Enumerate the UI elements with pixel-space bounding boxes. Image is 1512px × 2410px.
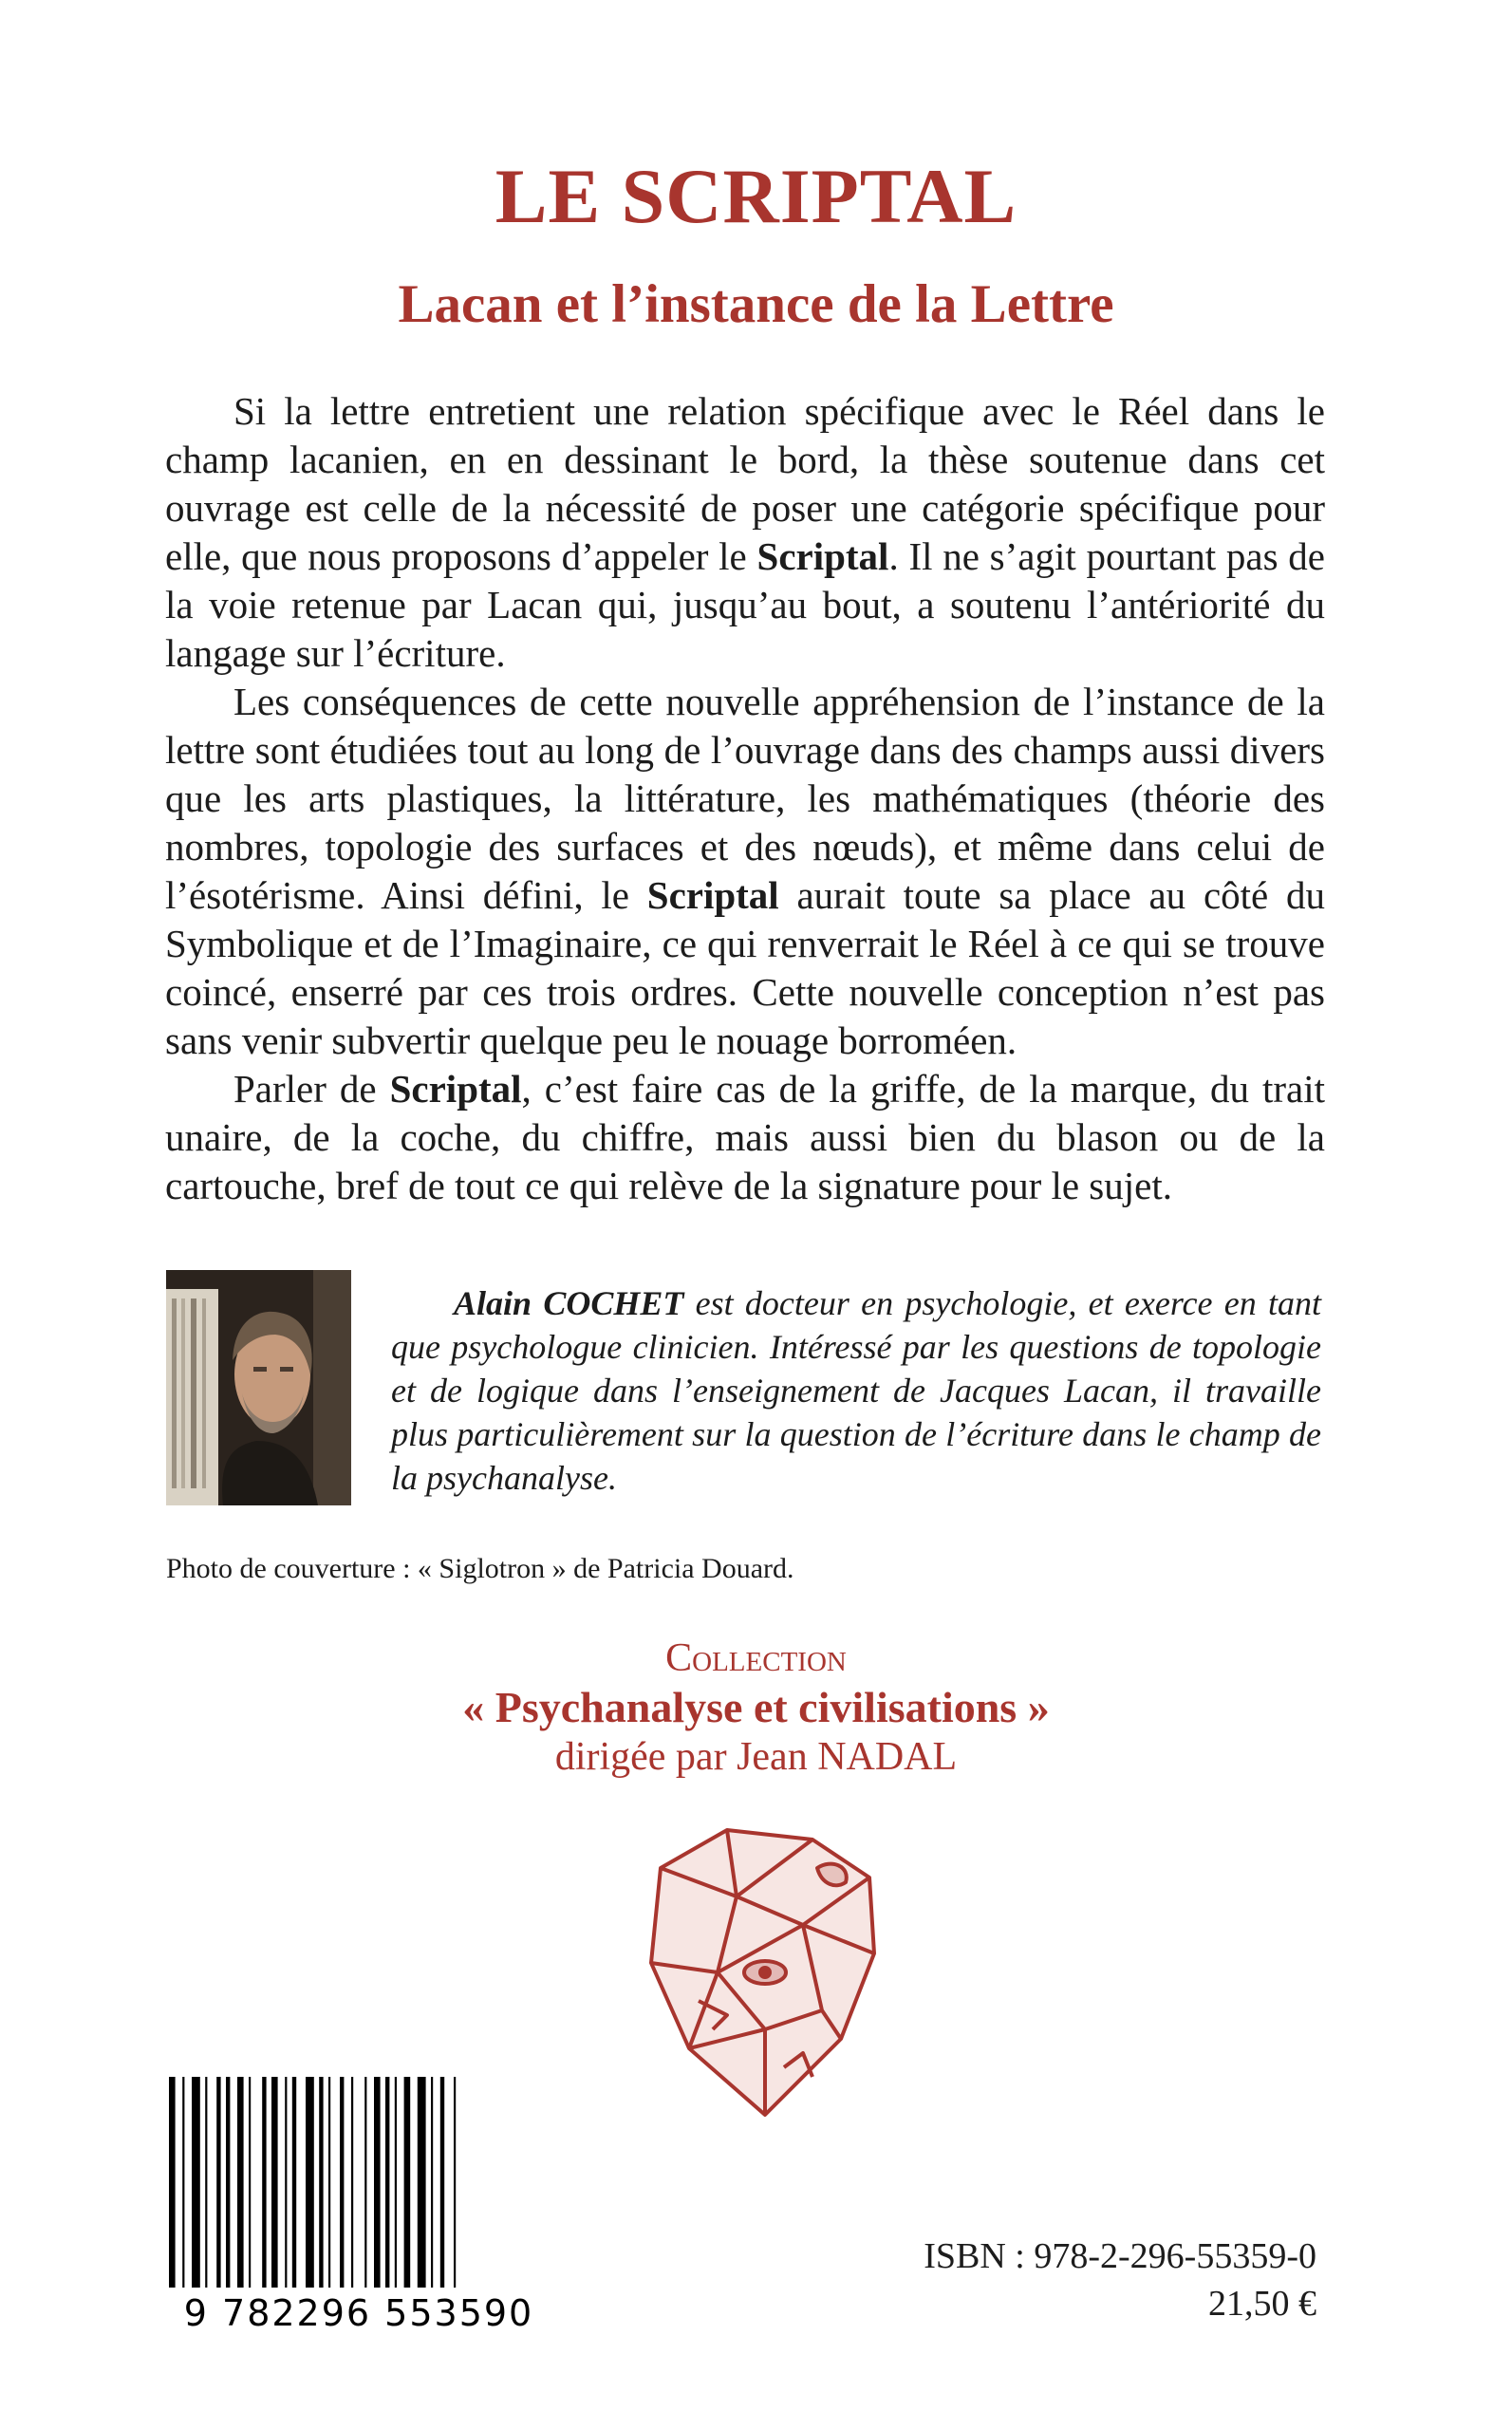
barcode-bar — [271, 2077, 278, 2288]
barcode-bar — [418, 2077, 426, 2288]
barcode-bar — [454, 2077, 456, 2288]
author-portrait-image — [166, 1270, 351, 1505]
summary-paragraph-1: Si la lettre entretient une relation spécifique avec le Réel dans le champ lacanien, en en dessinant le bord, la thèse soutenue dans cet ouvrage est celle de la nécessité de poser une catégorie spécifique pour elle, que nous proposons d’appeler le Scriptal. Il ne s’agit pourtant pas de la voie retenue par Lacan qui, jusqu’au bout, a soutenu l’antériorité du langage sur l’écriture. — [165, 389, 1325, 675]
barcode-bar — [374, 2077, 381, 2288]
barcode-bar — [440, 2077, 444, 2288]
barcode-bar — [205, 2077, 207, 2288]
isbn-number: ISBN : 978-2-296-55359-0 — [924, 2236, 1316, 2276]
author-name: Alain COCHET — [454, 1284, 684, 1322]
barcode-bar — [404, 2077, 411, 2288]
barcode-bar — [216, 2077, 220, 2288]
barcode-bars — [169, 2077, 456, 2288]
author-bio: Alain COCHET est docteur en psychologie, et exerce en tant que psychologue clinicien. Intéressé par les questions de topologie et de logique dans l’enseignement de Jacques Lacan, il travaille plus particulièrement sur la question de l’écriture dans le champ de la psychanalyse. — [391, 1284, 1321, 1497]
photo-credit: Photo de couverture : « Siglotron » de Patricia Douard. — [166, 1553, 794, 1584]
barcode-digits: 9 782296 553590 — [183, 2292, 534, 2333]
summary-paragraph-3: Parler de Scriptal, c’est faire cas de la griffe, de la marque, du trait unaire, de la coche, du chiffre, mais aussi bien du blason ou de la cartouche, bref de tout ce qui relève de la signature pour le sujet. — [165, 1067, 1326, 1207]
barcode-bar — [364, 2077, 366, 2288]
book-subtitle: Lacan et l’instance de la Lettre — [398, 274, 1114, 334]
barcode-bar — [395, 2077, 397, 2288]
barcode-bar — [385, 2077, 389, 2288]
collection-block — [0, 1635, 1512, 1781]
barcode-bar — [285, 2077, 287, 2288]
barcode-bar — [226, 2077, 230, 2288]
summary-paragraph-2: Les conséquences de cette nouvelle appréhension de l’instance de la lettre sont étudiées tout au long de l’ouvrage dans des champs aussi divers que les arts plastiques, la littérature, les mathématiques (théorie des nombres, topologie des surfaces et des nœuds), et même dans celui de l’ésotérisme. Ainsi défini, le Scriptal aurait toute sa place au côté du Symbolique et de l’Imaginaire, ce qui renverrait le Réel à ce qui se trouve coincé, enserré par ces trois ordres. Cette nouvelle conception n’est pas sans venir subvertir quelque peu le nouage borroméen. — [165, 680, 1326, 1062]
scriptal-term: Scriptal — [646, 873, 779, 917]
summary-text — [165, 387, 1325, 1210]
barcode-bar — [237, 2077, 244, 2288]
barcode-bar — [328, 2077, 330, 2288]
collection-director: dirigée par Jean NADAL — [554, 1735, 958, 1779]
collection-label: Collection — [665, 1636, 847, 1680]
barcode-bar — [306, 2077, 314, 2288]
book-title: LE SCRIPTAL — [495, 153, 1017, 239]
collection-name: « Psychanalyse et civilisations » — [462, 1683, 1050, 1731]
barcode-bar — [249, 2077, 251, 2288]
publisher-logo — [623, 1811, 898, 2124]
scriptal-term: Scriptal — [756, 534, 889, 578]
barcode-bar — [182, 2077, 184, 2288]
isbn-block — [924, 2233, 1316, 2327]
price: 21,50 € — [1208, 2284, 1316, 2324]
scriptal-term: Scriptal — [389, 1067, 522, 1111]
barcode-bar — [431, 2077, 433, 2288]
author-photo — [166, 1270, 351, 1505]
barcode-bar — [340, 2077, 344, 2288]
barcode-bar — [319, 2077, 323, 2288]
barcode-bar — [351, 2077, 353, 2288]
barcode-bar — [262, 2077, 266, 2288]
barcode-bar — [292, 2077, 296, 2288]
barcode-bar — [169, 2077, 176, 2288]
barcode — [159, 2077, 558, 2333]
barcode-bar — [192, 2077, 200, 2288]
